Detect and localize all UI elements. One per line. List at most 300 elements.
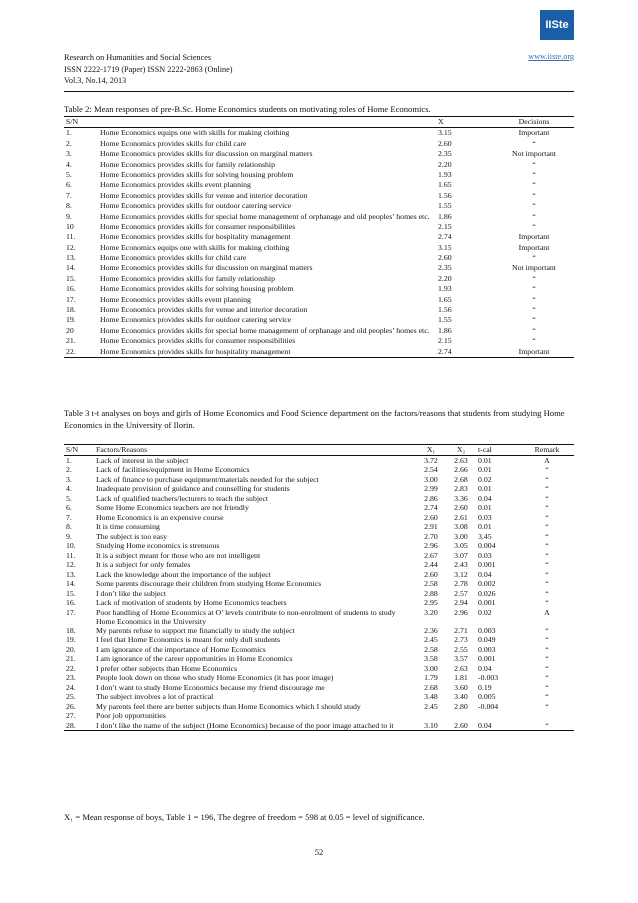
table-row xyxy=(64,503,574,513)
footnote: X₁ = Mean response of boys, Table 1 = 196, The degree of freedom = 598 at 0.05 = level of significance. xyxy=(64,812,425,822)
table-cell: “ xyxy=(532,253,536,263)
table-row xyxy=(64,305,574,315)
table-cell xyxy=(476,711,520,721)
table-cell: “ xyxy=(545,682,549,692)
table-cell: I don’t want to study Home Economics because my friend discourage me xyxy=(96,682,325,692)
table2-header-sn: S/N xyxy=(64,117,98,128)
table-cell: A xyxy=(544,455,550,465)
table-cell: 2.20 xyxy=(438,273,452,283)
table-cell: 1.56 xyxy=(438,305,452,315)
table-cell: Home Economics provides skills for consumer responsibilities xyxy=(100,336,296,346)
table-row xyxy=(64,222,574,232)
table-cell: 3.05 xyxy=(454,541,468,550)
table-cell: “ xyxy=(545,550,549,560)
table-cell: 1.93 xyxy=(438,284,452,294)
table-cell: 6. xyxy=(66,180,72,190)
table-row xyxy=(64,284,574,294)
table-cell: 2.15 xyxy=(438,336,452,346)
table-cell: “ xyxy=(532,169,536,179)
table-cell xyxy=(416,711,446,721)
table-cell: 2.67 xyxy=(424,550,438,560)
table-cell: Some Home Economics teachers are not friendly xyxy=(96,503,249,512)
table-cell: 2.88 xyxy=(424,588,438,598)
table-cell: Lack of motivation of students by Home Economics teachers xyxy=(96,598,287,607)
table3-header-row xyxy=(64,445,574,456)
table-row xyxy=(64,711,574,721)
table-cell: “ xyxy=(545,465,549,474)
table-row xyxy=(64,598,574,608)
table-cell: “ xyxy=(545,663,549,673)
table-cell: 3.00 xyxy=(454,531,468,541)
table-row xyxy=(64,243,574,253)
table-cell: Home Economics provides skills for special home management of orphanage and old peoples’ homes etc. xyxy=(100,325,430,335)
table3-body xyxy=(64,455,574,731)
table-cell: 9. xyxy=(66,211,72,221)
table-cell: “ xyxy=(545,503,549,512)
table-cell: 0.026 xyxy=(478,588,496,598)
table-cell: Home Economics provides skills for hospitality management xyxy=(98,347,436,358)
table-row xyxy=(64,201,574,211)
table-cell: 21. xyxy=(66,336,76,346)
table-cell: Not important xyxy=(512,263,556,273)
table-cell: 2.95 xyxy=(424,598,438,607)
table-cell: 7. xyxy=(66,512,72,522)
table-cell: I don’t like the name of the subject (Home Economics) because of the poor image attached to it xyxy=(94,721,416,731)
table-row xyxy=(64,170,574,180)
table-cell: 2.57 xyxy=(454,588,468,598)
table-cell: 3. xyxy=(66,149,72,159)
table-cell: I am ignorance of the career opportunities in Home Economics xyxy=(96,654,293,664)
table-cell: 2.96 xyxy=(424,541,438,550)
journal-issn: ISSN 2222-1719 (Paper) ISSN 2222-2863 (Online) xyxy=(64,64,233,74)
table-cell: 2.63 xyxy=(454,455,468,465)
table-cell: “ xyxy=(545,512,549,522)
table-cell: Home Economics provides skills for venue and interior decoration xyxy=(100,305,308,315)
table-cell: 2.58 xyxy=(424,644,438,654)
journal-title: Research on Humanities and Social Sciences xyxy=(64,53,212,62)
table-cell: 1.55 xyxy=(438,315,452,325)
table-cell: 0.02 xyxy=(478,607,492,617)
table-cell: 2.55 xyxy=(454,644,468,654)
table-cell: 2.58 xyxy=(424,579,438,588)
table-cell: 0.02 xyxy=(478,474,492,484)
table-cell: 22. xyxy=(64,347,98,358)
table-cell: 2.35 xyxy=(438,263,452,273)
table-cell: 2.60 xyxy=(446,721,476,731)
table-cell: Important xyxy=(518,242,550,252)
table-cell: Home Economics provides skills for outdoor catering service xyxy=(100,201,292,211)
table-cell: “ xyxy=(545,484,549,493)
table-row xyxy=(64,274,574,284)
table-cell: I feel that Home Economics is meant for only dull students xyxy=(96,635,281,645)
table-row xyxy=(64,589,574,599)
table2-caption: Table 2: Mean responses of pre-B.Sc. Home Economics students on motivating roles of Home Economics. xyxy=(64,104,431,114)
table-cell: “ xyxy=(532,190,536,200)
table-row xyxy=(64,326,574,336)
table-cell: 3.40 xyxy=(454,692,468,702)
table-row xyxy=(64,465,574,475)
table-cell: A xyxy=(544,607,550,617)
table-cell: My parents feel there are better subjects than Home Economics which I should study xyxy=(96,701,361,711)
table-cell: It is a subject meant for those who are not intelligent xyxy=(96,550,261,560)
table-cell: 15. xyxy=(66,588,76,598)
table-cell: 2.94 xyxy=(454,598,468,607)
table-row xyxy=(64,232,574,242)
table-cell: 4. xyxy=(66,484,72,493)
table-row xyxy=(64,180,574,190)
table-cell: 2.91 xyxy=(424,522,438,531)
table-row xyxy=(64,560,574,570)
table-cell: -0.004 xyxy=(478,701,499,711)
table-cell: “ xyxy=(532,325,536,335)
table-cell: 1. xyxy=(66,455,72,465)
table-cell: Not important xyxy=(512,149,556,159)
table-cell: 2.86 xyxy=(424,493,438,503)
table-cell: Lack of finance to purchase equipment/materials needed for the subject xyxy=(96,474,319,484)
table3-header-tcal: t-cal xyxy=(476,445,520,456)
table-cell: Home Economics provides skills for discussion on marginal matters xyxy=(100,149,313,159)
table-row xyxy=(64,295,574,305)
table-cell: 2.78 xyxy=(454,579,468,588)
table-cell: Home Economics provides skills for solving housing problem xyxy=(100,284,294,294)
table-cell: 5. xyxy=(66,493,72,503)
table-cell: 10. xyxy=(66,541,76,550)
table-row xyxy=(64,626,574,636)
table-cell: 18. xyxy=(66,625,76,635)
table-cell: 2.43 xyxy=(454,560,468,569)
table-row xyxy=(64,532,574,542)
table-cell: It is time consuming xyxy=(96,522,160,531)
table-cell: Home Economics equips one with skills for making clothing xyxy=(100,128,290,138)
table-cell: 2. xyxy=(66,138,72,148)
table-cell xyxy=(520,711,574,721)
table-cell: It is a subject for only females xyxy=(96,560,191,569)
table-cell: “ xyxy=(532,284,536,294)
table-cell: 2.45 xyxy=(424,701,438,711)
journal-volume: Vol.3, No.14, 2013 xyxy=(64,76,127,85)
table-cell: 2.60 xyxy=(438,253,452,263)
table-row xyxy=(64,635,574,645)
table-cell: Important xyxy=(518,232,550,242)
table-cell: Home Economics provides skills event planning xyxy=(100,180,251,190)
table-cell: 26. xyxy=(66,701,76,711)
table-cell: 1.86 xyxy=(438,325,452,335)
table-row xyxy=(64,522,574,532)
table-cell: 2.44 xyxy=(424,560,438,569)
journal-header xyxy=(64,52,233,87)
table-cell: “ xyxy=(532,201,536,211)
table-cell: 0.01 xyxy=(478,465,492,474)
table-cell: 2.68 xyxy=(454,474,468,484)
table-cell: 2.70 xyxy=(424,531,438,541)
table-row xyxy=(64,683,574,693)
table-cell: 1.65 xyxy=(438,294,452,304)
table-cell: “ xyxy=(545,579,549,588)
table2-body xyxy=(64,128,574,358)
table-cell: 3.15 xyxy=(438,242,452,252)
table-cell: 3.08 xyxy=(454,522,468,531)
table-cell: I am ignorance of the importance of Home Economics xyxy=(96,644,266,654)
table-cell: 3.58 xyxy=(424,654,438,664)
table-cell: 10 xyxy=(66,221,74,231)
table-cell: 19. xyxy=(66,315,76,325)
table-cell: “ xyxy=(532,221,536,231)
table-row xyxy=(64,645,574,655)
table-cell: 3.10 xyxy=(416,721,446,731)
table-row xyxy=(64,347,574,358)
table-cell: 0.005 xyxy=(478,692,496,702)
table-cell: 20 xyxy=(66,325,74,335)
table-cell: “ xyxy=(545,692,549,702)
table-cell: 0.04 xyxy=(476,721,520,731)
table-cell: 16. xyxy=(66,598,76,607)
table-cell: 2.68 xyxy=(424,682,438,692)
table-cell: 15. xyxy=(66,273,76,283)
table-cell: 3.48 xyxy=(424,692,438,702)
table-cell: Lack of qualified teachers/lecturers to teach the subject xyxy=(96,493,269,503)
table-cell: 2.54 xyxy=(424,465,438,474)
table-cell: “ xyxy=(545,541,549,550)
table-cell: 12. xyxy=(66,560,76,569)
table-cell: 4. xyxy=(66,159,72,169)
table-cell: 0.03 xyxy=(478,550,492,560)
table3-header-factors: Factors/Reasons xyxy=(94,445,416,456)
table-cell: 0.04 xyxy=(478,493,492,503)
table-row xyxy=(64,654,574,664)
table-row xyxy=(64,336,574,346)
table-cell: “ xyxy=(545,673,549,683)
table-cell: 0.04 xyxy=(478,663,492,673)
table-cell: I don’t like the subject xyxy=(96,588,167,598)
table-cell: Home Economics is an expensive course xyxy=(96,512,224,522)
table-cell: “ xyxy=(532,211,536,221)
table-cell: 3.45 xyxy=(478,531,492,541)
table-cell: 27. xyxy=(66,711,76,721)
table-cell: 1.55 xyxy=(438,201,452,211)
table-cell: 2.74 xyxy=(436,347,494,358)
table-cell: “ xyxy=(532,180,536,190)
table3-header-remark: Remark xyxy=(520,445,574,456)
table-cell: “ xyxy=(545,644,549,654)
table-cell: Home Economics provides skills for child care xyxy=(100,253,247,263)
table-row xyxy=(64,484,574,494)
table-row xyxy=(64,212,574,222)
table-cell: Inadequate provision of guidance and counselling for students xyxy=(96,484,290,493)
table-cell: 2.45 xyxy=(424,635,438,645)
table-cell: 1.79 xyxy=(424,673,438,683)
table-cell: “ xyxy=(532,138,536,148)
table-cell: -0.003 xyxy=(478,673,499,683)
table-cell: 0.04 xyxy=(478,569,492,579)
table-cell: 0.002 xyxy=(478,579,496,588)
table-row xyxy=(64,455,574,465)
table-cell: I prefer other subjects than Home Economics xyxy=(96,663,238,673)
table-cell: 14. xyxy=(66,579,76,588)
table-row xyxy=(64,263,574,273)
table-cell: Home Economics provides skills for venue and interior decoration xyxy=(100,190,308,200)
table-cell: Studying Home economics is strenuous xyxy=(96,541,220,550)
table-cell: “ xyxy=(532,273,536,283)
table-row xyxy=(64,494,574,504)
table2-header-x: X xyxy=(436,117,494,128)
table-cell: 1.86 xyxy=(438,211,452,221)
journal-url[interactable]: www.iiste.org xyxy=(528,52,574,61)
table-cell: “ xyxy=(532,159,536,169)
table-cell: 2.20 xyxy=(438,159,452,169)
table-cell: 13. xyxy=(66,569,76,579)
table-cell: Lack of interest in the subject xyxy=(96,455,189,465)
table-cell: 0.003 xyxy=(478,644,496,654)
table-row xyxy=(64,149,574,159)
table-cell: “ xyxy=(545,474,549,484)
table-row xyxy=(64,191,574,201)
table-cell: Home Economics provides skills for solving housing problem xyxy=(100,169,294,179)
table-cell: 9. xyxy=(66,531,72,541)
page-number: 52 xyxy=(314,847,324,857)
table-cell: 17. xyxy=(66,607,76,617)
table-row xyxy=(64,139,574,149)
table-cell: Home Economics provides skills for family relationship xyxy=(100,273,275,283)
table-cell: 24. xyxy=(66,682,76,692)
table-row xyxy=(64,692,574,702)
table-cell: 2.60 xyxy=(438,138,452,148)
table-cell: 1.65 xyxy=(438,180,452,190)
table-cell: 3.07 xyxy=(454,550,468,560)
table-cell: 0.19 xyxy=(478,682,492,692)
table-cell: 1.56 xyxy=(438,190,452,200)
table-cell: 0.003 xyxy=(478,625,496,635)
table-cell: The subject involves a lot of practical xyxy=(96,692,214,702)
table-cell: “ xyxy=(532,294,536,304)
table-row xyxy=(64,551,574,561)
table-cell: 2.99 xyxy=(424,484,438,493)
table-cell: “ xyxy=(545,625,549,635)
table-cell: 3.72 xyxy=(424,455,438,465)
table2-header-decisions: Decisions xyxy=(494,117,574,128)
table-row xyxy=(64,253,574,263)
table2-header-item xyxy=(98,117,436,128)
table-cell: 28. xyxy=(64,721,94,731)
table-cell: 8. xyxy=(66,201,72,211)
table-cell: “ xyxy=(545,493,549,503)
table-row xyxy=(64,702,574,712)
table-cell: 17. xyxy=(66,294,76,304)
table-cell: “ xyxy=(545,560,549,569)
table-row xyxy=(64,721,574,731)
table-cell: “ xyxy=(545,635,549,645)
table-cell: Lack the knowledge about the importance of the subject xyxy=(96,569,271,579)
table-cell: 0.001 xyxy=(478,654,496,664)
table-cell: 0.01 xyxy=(478,503,492,512)
table-cell: 11. xyxy=(66,550,76,560)
table-cell: 0.03 xyxy=(478,512,492,522)
table-cell: 0.001 xyxy=(478,560,496,569)
table-cell: 2.74 xyxy=(424,503,438,512)
table3 xyxy=(64,444,574,731)
table-cell: 16. xyxy=(66,284,76,294)
table-cell: 0.01 xyxy=(478,455,492,465)
table-cell: 5. xyxy=(66,169,72,179)
table-cell: 2.66 xyxy=(454,465,468,474)
table-cell: 2.60 xyxy=(424,512,438,522)
table-cell: 12. xyxy=(66,242,76,252)
table-cell: 22. xyxy=(66,663,76,673)
table-cell: Home Economics provides skills for family relationship xyxy=(100,159,275,169)
table-cell: 18. xyxy=(66,305,76,315)
table-cell: 2.36 xyxy=(424,625,438,635)
table-cell: 21. xyxy=(66,654,76,664)
table-cell: 0.001 xyxy=(478,598,496,607)
table3-caption: Table 3 t-t analyses on boys and girls of Home Economics and Food Science department on the factors/reasons that students from studying Home Economics in the University of Ilorin. xyxy=(64,408,565,430)
table-cell: 2.15 xyxy=(438,221,452,231)
table-cell: 6. xyxy=(66,503,72,512)
table-cell: “ xyxy=(545,588,549,598)
table-row xyxy=(64,608,574,626)
table3-header-x1: X₁ xyxy=(416,445,446,456)
table-cell: “ xyxy=(532,315,536,325)
table-cell: 13. xyxy=(66,253,76,263)
table-cell: 3.12 xyxy=(454,569,468,579)
table-row xyxy=(64,579,574,589)
table-cell: The subject is too easy xyxy=(96,531,168,541)
table-cell: Important xyxy=(494,347,574,358)
table-row xyxy=(64,664,574,674)
table-row xyxy=(64,160,574,170)
table-cell: 2.35 xyxy=(438,149,452,159)
table-cell: 3.60 xyxy=(454,682,468,692)
table-cell: 2.60 xyxy=(424,569,438,579)
table-cell: 7. xyxy=(66,190,72,200)
table2 xyxy=(64,116,574,358)
table-cell: Lack of facilities/equipment in Home Economics xyxy=(96,465,250,474)
table-cell: 2. xyxy=(66,465,72,474)
table-cell: 11. xyxy=(66,232,76,242)
table-row xyxy=(64,673,574,683)
table-cell: 3.00 xyxy=(424,474,438,484)
table-row xyxy=(64,513,574,523)
table-cell: 2.61 xyxy=(454,512,468,522)
table-cell: 2.83 xyxy=(454,484,468,493)
table-cell: 0.049 xyxy=(478,635,496,645)
table-cell: “ xyxy=(545,598,549,607)
table-cell: 2.71 xyxy=(454,625,468,635)
table-cell: 25. xyxy=(66,692,76,702)
table-cell: 3.15 xyxy=(438,128,452,138)
table-cell: Home Economics provides skills for outdoor catering service xyxy=(100,315,292,325)
table-cell: Home Economics equips one with skills for making clothing xyxy=(100,242,290,252)
table-cell: “ xyxy=(545,569,549,579)
table-cell: Home Economics provides skills for consumer responsibilities xyxy=(100,221,296,231)
table-cell: 3. xyxy=(66,474,72,484)
table-cell: “ xyxy=(545,531,549,541)
table-cell: “ xyxy=(545,522,549,531)
table-row xyxy=(64,128,574,139)
table-row xyxy=(64,315,574,325)
table-row xyxy=(64,570,574,580)
table-cell: 0.01 xyxy=(478,522,492,531)
table-row xyxy=(64,475,574,485)
table-cell: 14. xyxy=(66,263,76,273)
table-cell: Important xyxy=(518,128,550,138)
table-cell: 2.63 xyxy=(454,663,468,673)
table-cell: 0.01 xyxy=(478,484,492,493)
table-cell: 23. xyxy=(66,673,76,683)
table-cell: 2.96 xyxy=(454,607,468,617)
table-cell: “ xyxy=(520,721,574,731)
table-cell: Poor job opportunities xyxy=(96,711,166,721)
table-cell xyxy=(446,711,476,721)
table-cell: Home Economics provides skills for special home management of orphanage and old peoples’ homes etc. xyxy=(100,211,430,221)
